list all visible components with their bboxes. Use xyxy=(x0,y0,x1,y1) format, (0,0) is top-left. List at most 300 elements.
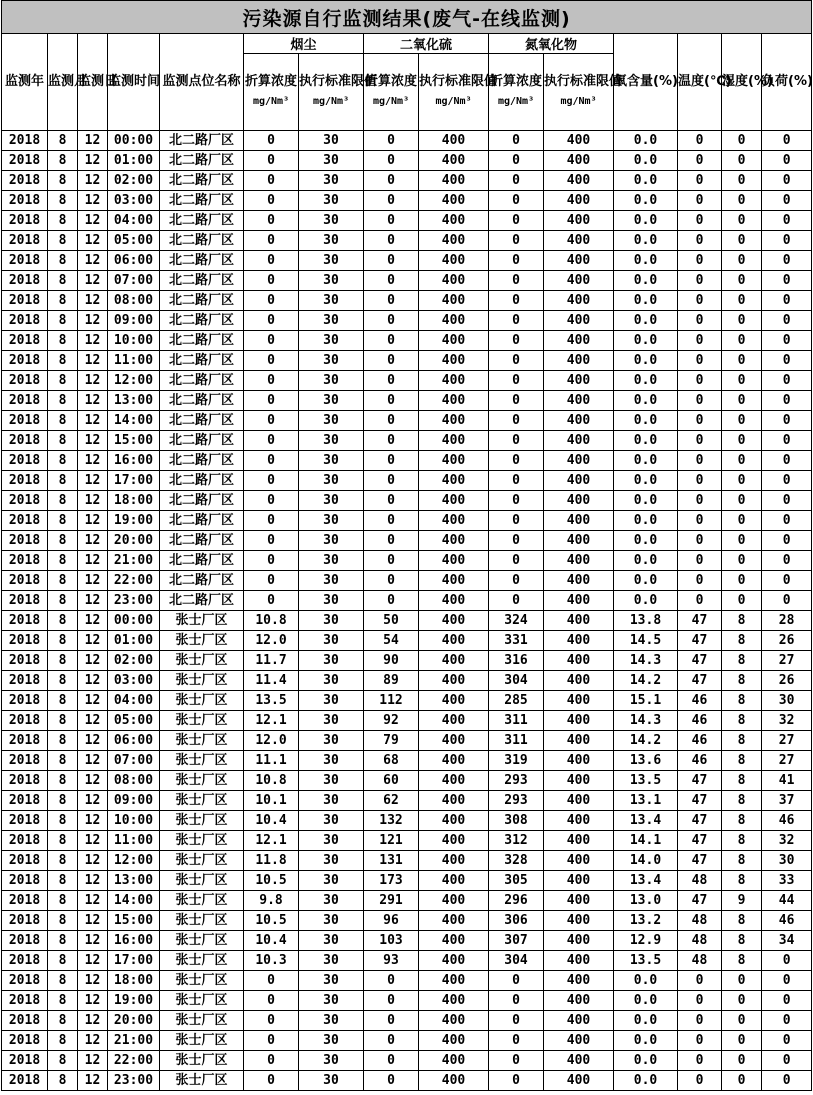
cell-load: 0 xyxy=(762,371,812,391)
cell-temperature: 0 xyxy=(678,1031,722,1051)
cell-nox-concentration: 0 xyxy=(489,471,544,491)
cell-smoke-concentration: 0 xyxy=(244,471,299,491)
cell-oxygen: 0.0 xyxy=(614,311,678,331)
cell-nox-concentration: 305 xyxy=(489,871,544,891)
cell-smoke-limit: 30 xyxy=(299,711,364,731)
cell-smoke-concentration: 0 xyxy=(244,391,299,411)
cell-site: 北二路厂区 xyxy=(160,491,244,511)
table-row xyxy=(2,1031,812,1051)
cell-nox-concentration: 0 xyxy=(489,591,544,611)
cell-nox-limit: 400 xyxy=(544,231,614,251)
cell-so2-limit: 400 xyxy=(419,211,489,231)
cell-day: 12 xyxy=(78,851,108,871)
cell-month: 8 xyxy=(48,151,78,171)
cell-humidity: 8 xyxy=(722,911,762,931)
cell-oxygen: 13.4 xyxy=(614,871,678,891)
cell-nox-concentration: 0 xyxy=(489,971,544,991)
table-header xyxy=(2,1,812,131)
cell-month: 8 xyxy=(48,231,78,251)
table-row xyxy=(2,351,812,371)
cell-load: 34 xyxy=(762,931,812,951)
cell-month: 8 xyxy=(48,251,78,271)
cell-so2-limit: 400 xyxy=(419,591,489,611)
cell-day: 12 xyxy=(78,291,108,311)
header-so2-concentration xyxy=(364,54,419,131)
cell-load: 0 xyxy=(762,531,812,551)
unit-label: mg/Nm³ xyxy=(312,96,350,107)
cell-smoke-limit: 30 xyxy=(299,291,364,311)
cell-temperature: 0 xyxy=(678,251,722,271)
cell-humidity: 0 xyxy=(722,471,762,491)
cell-nox-limit: 400 xyxy=(544,711,614,731)
cell-oxygen: 0.0 xyxy=(614,471,678,491)
cell-year: 2018 xyxy=(2,351,48,371)
cell-humidity: 8 xyxy=(722,831,762,851)
cell-smoke-concentration: 10.4 xyxy=(244,811,299,831)
report-title: 污染源自行监测结果(废气-在线监测) xyxy=(2,1,812,34)
cell-month: 8 xyxy=(48,691,78,711)
cell-year: 2018 xyxy=(2,1011,48,1031)
cell-month: 8 xyxy=(48,651,78,671)
cell-day: 12 xyxy=(78,471,108,491)
cell-site: 北二路厂区 xyxy=(160,291,244,311)
cell-month: 8 xyxy=(48,511,78,531)
cell-so2-concentration: 0 xyxy=(364,1071,419,1091)
cell-humidity: 0 xyxy=(722,971,762,991)
cell-oxygen: 14.2 xyxy=(614,731,678,751)
cell-nox-concentration: 285 xyxy=(489,691,544,711)
table-row xyxy=(2,611,812,631)
cell-smoke-limit: 30 xyxy=(299,1011,364,1031)
table-row xyxy=(2,431,812,451)
cell-smoke-concentration: 0 xyxy=(244,511,299,531)
cell-smoke-concentration: 0 xyxy=(244,971,299,991)
cell-site: 张士厂区 xyxy=(160,1071,244,1091)
cell-month: 8 xyxy=(48,1051,78,1071)
cell-site: 张士厂区 xyxy=(160,891,244,911)
cell-so2-limit: 400 xyxy=(419,351,489,371)
cell-smoke-limit: 30 xyxy=(299,571,364,591)
cell-so2-limit: 400 xyxy=(419,291,489,311)
cell-nox-concentration: 0 xyxy=(489,171,544,191)
cell-smoke-limit: 30 xyxy=(299,531,364,551)
cell-so2-concentration: 0 xyxy=(364,291,419,311)
cell-site: 北二路厂区 xyxy=(160,431,244,451)
cell-nox-limit: 400 xyxy=(544,391,614,411)
cell-humidity: 0 xyxy=(722,411,762,431)
cell-month: 8 xyxy=(48,771,78,791)
cell-oxygen: 14.3 xyxy=(614,711,678,731)
header-year: 监测年 xyxy=(2,34,48,131)
cell-nox-concentration: 311 xyxy=(489,731,544,751)
cell-month: 8 xyxy=(48,291,78,311)
cell-so2-concentration: 291 xyxy=(364,891,419,911)
cell-so2-concentration: 54 xyxy=(364,631,419,651)
cell-so2-limit: 400 xyxy=(419,371,489,391)
cell-nox-concentration: 0 xyxy=(489,291,544,311)
cell-oxygen: 13.6 xyxy=(614,751,678,771)
header-month: 监测月 xyxy=(48,34,78,131)
cell-oxygen: 14.5 xyxy=(614,631,678,651)
cell-load: 32 xyxy=(762,831,812,851)
cell-load: 26 xyxy=(762,631,812,651)
unit-label: mg/Nm³ xyxy=(560,96,597,107)
table-row xyxy=(2,151,812,171)
table-row xyxy=(2,1051,812,1071)
cell-day: 12 xyxy=(78,411,108,431)
table-row xyxy=(2,891,812,911)
cell-so2-concentration: 173 xyxy=(364,871,419,891)
cell-humidity: 0 xyxy=(722,1051,762,1071)
header-smoke-concentration xyxy=(244,54,299,131)
cell-site: 张士厂区 xyxy=(160,691,244,711)
cell-temperature: 0 xyxy=(678,231,722,251)
cell-smoke-concentration: 10.3 xyxy=(244,951,299,971)
table-row xyxy=(2,311,812,331)
cell-nox-concentration: 0 xyxy=(489,451,544,471)
cell-day: 12 xyxy=(78,671,108,691)
cell-so2-limit: 400 xyxy=(419,151,489,171)
table-body xyxy=(2,131,812,1091)
cell-time: 02:00 xyxy=(108,171,160,191)
unit-label: mg/Nm³ xyxy=(497,96,535,107)
cell-oxygen: 0.0 xyxy=(614,571,678,591)
cell-month: 8 xyxy=(48,851,78,871)
cell-site: 张士厂区 xyxy=(160,951,244,971)
cell-month: 8 xyxy=(48,491,78,511)
table-row xyxy=(2,711,812,731)
cell-nox-concentration: 0 xyxy=(489,1051,544,1071)
cell-smoke-concentration: 12.0 xyxy=(244,731,299,751)
cell-temperature: 46 xyxy=(678,751,722,771)
cell-load: 0 xyxy=(762,551,812,571)
cell-so2-concentration: 0 xyxy=(364,151,419,171)
header-humidity: 湿度(%) xyxy=(722,34,762,131)
cell-so2-limit: 400 xyxy=(419,711,489,731)
cell-smoke-limit: 30 xyxy=(299,911,364,931)
cell-smoke-concentration: 10.8 xyxy=(244,771,299,791)
cell-time: 19:00 xyxy=(108,991,160,1011)
cell-so2-concentration: 0 xyxy=(364,531,419,551)
cell-day: 12 xyxy=(78,251,108,271)
cell-day: 12 xyxy=(78,751,108,771)
cell-site: 北二路厂区 xyxy=(160,271,244,291)
cell-time: 21:00 xyxy=(108,551,160,571)
cell-so2-limit: 400 xyxy=(419,751,489,771)
table-row xyxy=(2,531,812,551)
table-row xyxy=(2,811,812,831)
cell-smoke-limit: 30 xyxy=(299,471,364,491)
cell-temperature: 48 xyxy=(678,911,722,931)
cell-oxygen: 0.0 xyxy=(614,291,678,311)
cell-temperature: 46 xyxy=(678,731,722,751)
cell-humidity: 0 xyxy=(722,191,762,211)
cell-so2-concentration: 0 xyxy=(364,391,419,411)
cell-temperature: 47 xyxy=(678,651,722,671)
cell-month: 8 xyxy=(48,431,78,451)
cell-temperature: 0 xyxy=(678,411,722,431)
table-row xyxy=(2,631,812,651)
cell-humidity: 0 xyxy=(722,391,762,411)
cell-temperature: 0 xyxy=(678,131,722,151)
cell-year: 2018 xyxy=(2,731,48,751)
cell-day: 12 xyxy=(78,191,108,211)
cell-day: 12 xyxy=(78,371,108,391)
cell-day: 12 xyxy=(78,711,108,731)
table-row xyxy=(2,271,812,291)
cell-temperature: 0 xyxy=(678,591,722,611)
cell-smoke-concentration: 0 xyxy=(244,191,299,211)
cell-so2-limit: 400 xyxy=(419,331,489,351)
cell-year: 2018 xyxy=(2,711,48,731)
table-row xyxy=(2,911,812,931)
cell-nox-concentration: 0 xyxy=(489,331,544,351)
cell-humidity: 0 xyxy=(722,431,762,451)
cell-month: 8 xyxy=(48,391,78,411)
cell-so2-concentration: 0 xyxy=(364,571,419,591)
cell-humidity: 0 xyxy=(722,531,762,551)
header-smoke-limit xyxy=(299,54,378,131)
cell-site: 北二路厂区 xyxy=(160,331,244,351)
cell-month: 8 xyxy=(48,451,78,471)
cell-temperature: 0 xyxy=(678,551,722,571)
monitoring-table xyxy=(1,0,812,1091)
cell-so2-concentration: 60 xyxy=(364,771,419,791)
cell-nox-concentration: 0 xyxy=(489,991,544,1011)
cell-day: 12 xyxy=(78,451,108,471)
cell-load: 0 xyxy=(762,591,812,611)
cell-smoke-concentration: 0 xyxy=(244,1051,299,1071)
cell-smoke-concentration: 0 xyxy=(244,251,299,271)
cell-load: 0 xyxy=(762,311,812,331)
cell-smoke-limit: 30 xyxy=(299,211,364,231)
cell-smoke-limit: 30 xyxy=(299,251,364,271)
concentration-label: 折算浓度 xyxy=(489,74,542,89)
cell-nox-concentration: 0 xyxy=(489,551,544,571)
cell-nox-concentration: 304 xyxy=(489,951,544,971)
cell-nox-concentration: 0 xyxy=(489,1031,544,1051)
cell-temperature: 0 xyxy=(678,431,722,451)
cell-smoke-concentration: 10.8 xyxy=(244,611,299,631)
cell-smoke-limit: 30 xyxy=(299,971,364,991)
cell-nox-concentration: 296 xyxy=(489,891,544,911)
cell-so2-concentration: 62 xyxy=(364,791,419,811)
cell-so2-concentration: 0 xyxy=(364,351,419,371)
cell-smoke-concentration: 13.5 xyxy=(244,691,299,711)
table-row xyxy=(2,251,812,271)
cell-so2-limit: 400 xyxy=(419,531,489,551)
cell-year: 2018 xyxy=(2,251,48,271)
cell-month: 8 xyxy=(48,931,78,951)
cell-so2-limit: 400 xyxy=(419,811,489,831)
cell-site: 张士厂区 xyxy=(160,811,244,831)
cell-site: 北二路厂区 xyxy=(160,251,244,271)
cell-site: 北二路厂区 xyxy=(160,591,244,611)
cell-so2-concentration: 0 xyxy=(364,251,419,271)
cell-oxygen: 0.0 xyxy=(614,231,678,251)
cell-nox-limit: 400 xyxy=(544,1011,614,1031)
table-row xyxy=(2,651,812,671)
cell-load: 0 xyxy=(762,571,812,591)
cell-month: 8 xyxy=(48,711,78,731)
cell-nox-concentration: 0 xyxy=(489,491,544,511)
cell-day: 12 xyxy=(78,211,108,231)
cell-smoke-limit: 30 xyxy=(299,151,364,171)
cell-so2-concentration: 131 xyxy=(364,851,419,871)
header-smoke: 烟尘 xyxy=(244,34,364,54)
cell-site: 北二路厂区 xyxy=(160,451,244,471)
cell-time: 03:00 xyxy=(108,191,160,211)
cell-load: 0 xyxy=(762,151,812,171)
cell-load: 27 xyxy=(762,731,812,751)
cell-humidity: 9 xyxy=(722,891,762,911)
cell-nox-limit: 400 xyxy=(544,511,614,531)
cell-nox-limit: 400 xyxy=(544,871,614,891)
cell-site: 张士厂区 xyxy=(160,991,244,1011)
cell-year: 2018 xyxy=(2,291,48,311)
cell-month: 8 xyxy=(48,211,78,231)
cell-time: 09:00 xyxy=(108,311,160,331)
cell-site: 北二路厂区 xyxy=(160,371,244,391)
cell-nox-limit: 400 xyxy=(544,431,614,451)
table-row xyxy=(2,511,812,531)
cell-time: 19:00 xyxy=(108,511,160,531)
table-row xyxy=(2,571,812,591)
cell-nox-limit: 400 xyxy=(544,611,614,631)
cell-oxygen: 0.0 xyxy=(614,251,678,271)
cell-year: 2018 xyxy=(2,311,48,331)
cell-smoke-concentration: 0 xyxy=(244,491,299,511)
cell-smoke-limit: 30 xyxy=(299,671,364,691)
cell-humidity: 0 xyxy=(722,1011,762,1031)
cell-site: 北二路厂区 xyxy=(160,511,244,531)
cell-oxygen: 0.0 xyxy=(614,1071,678,1091)
cell-humidity: 8 xyxy=(722,651,762,671)
cell-year: 2018 xyxy=(2,911,48,931)
cell-temperature: 0 xyxy=(678,1051,722,1071)
cell-load: 30 xyxy=(762,691,812,711)
cell-month: 8 xyxy=(48,831,78,851)
cell-year: 2018 xyxy=(2,231,48,251)
cell-time: 12:00 xyxy=(108,371,160,391)
cell-day: 12 xyxy=(78,1071,108,1091)
cell-day: 12 xyxy=(78,1031,108,1051)
cell-nox-concentration: 316 xyxy=(489,651,544,671)
cell-humidity: 8 xyxy=(722,711,762,731)
table-row xyxy=(2,671,812,691)
cell-year: 2018 xyxy=(2,511,48,531)
cell-oxygen: 13.5 xyxy=(614,951,678,971)
cell-month: 8 xyxy=(48,571,78,591)
cell-humidity: 0 xyxy=(722,571,762,591)
cell-so2-limit: 400 xyxy=(419,1071,489,1091)
cell-temperature: 46 xyxy=(678,711,722,731)
limit-label: 执行标准限值 xyxy=(544,74,623,89)
cell-site: 北二路厂区 xyxy=(160,551,244,571)
cell-so2-concentration: 103 xyxy=(364,931,419,951)
cell-temperature: 47 xyxy=(678,791,722,811)
cell-month: 8 xyxy=(48,1011,78,1031)
header-nox-concentration xyxy=(489,54,544,131)
cell-nox-concentration: 0 xyxy=(489,311,544,331)
cell-year: 2018 xyxy=(2,431,48,451)
cell-temperature: 0 xyxy=(678,291,722,311)
cell-site: 北二路厂区 xyxy=(160,571,244,591)
cell-load: 0 xyxy=(762,391,812,411)
cell-year: 2018 xyxy=(2,371,48,391)
cell-smoke-concentration: 11.1 xyxy=(244,751,299,771)
cell-nox-limit: 400 xyxy=(544,191,614,211)
cell-month: 8 xyxy=(48,551,78,571)
cell-day: 12 xyxy=(78,351,108,371)
cell-smoke-limit: 30 xyxy=(299,691,364,711)
header-time: 监测时间 xyxy=(108,34,160,131)
cell-day: 12 xyxy=(78,591,108,611)
cell-load: 0 xyxy=(762,251,812,271)
cell-smoke-limit: 30 xyxy=(299,591,364,611)
cell-time: 20:00 xyxy=(108,1011,160,1031)
cell-smoke-limit: 30 xyxy=(299,751,364,771)
header-load: 负荷(%) xyxy=(762,34,812,131)
cell-smoke-concentration: 0 xyxy=(244,591,299,611)
cell-time: 10:00 xyxy=(108,811,160,831)
cell-site: 张士厂区 xyxy=(160,711,244,731)
cell-temperature: 48 xyxy=(678,871,722,891)
cell-humidity: 0 xyxy=(722,151,762,171)
cell-oxygen: 13.8 xyxy=(614,611,678,631)
cell-so2-limit: 400 xyxy=(419,411,489,431)
cell-temperature: 47 xyxy=(678,771,722,791)
cell-site: 北二路厂区 xyxy=(160,211,244,231)
cell-nox-concentration: 0 xyxy=(489,351,544,371)
cell-load: 0 xyxy=(762,271,812,291)
cell-nox-limit: 400 xyxy=(544,491,614,511)
cell-load: 0 xyxy=(762,191,812,211)
cell-so2-limit: 400 xyxy=(419,511,489,531)
cell-nox-limit: 400 xyxy=(544,851,614,871)
cell-day: 12 xyxy=(78,231,108,251)
cell-time: 13:00 xyxy=(108,871,160,891)
table-row xyxy=(2,851,812,871)
table-row xyxy=(2,331,812,351)
cell-smoke-concentration: 0 xyxy=(244,1011,299,1031)
cell-nox-limit: 400 xyxy=(544,471,614,491)
cell-so2-limit: 400 xyxy=(419,551,489,571)
cell-load: 0 xyxy=(762,131,812,151)
cell-nox-concentration: 0 xyxy=(489,391,544,411)
cell-year: 2018 xyxy=(2,871,48,891)
cell-load: 0 xyxy=(762,991,812,1011)
cell-site: 张士厂区 xyxy=(160,871,244,891)
table-row xyxy=(2,971,812,991)
limit-label: 执行标准限值 xyxy=(299,74,378,89)
cell-site: 张士厂区 xyxy=(160,751,244,771)
cell-time: 03:00 xyxy=(108,671,160,691)
cell-oxygen: 0.0 xyxy=(614,991,678,1011)
cell-site: 张士厂区 xyxy=(160,931,244,951)
cell-so2-concentration: 92 xyxy=(364,711,419,731)
cell-temperature: 0 xyxy=(678,351,722,371)
table-row xyxy=(2,291,812,311)
cell-time: 15:00 xyxy=(108,431,160,451)
cell-oxygen: 0.0 xyxy=(614,171,678,191)
cell-load: 0 xyxy=(762,971,812,991)
cell-day: 12 xyxy=(78,831,108,851)
cell-site: 北二路厂区 xyxy=(160,131,244,151)
cell-smoke-limit: 30 xyxy=(299,371,364,391)
cell-nox-concentration: 293 xyxy=(489,771,544,791)
cell-month: 8 xyxy=(48,911,78,931)
